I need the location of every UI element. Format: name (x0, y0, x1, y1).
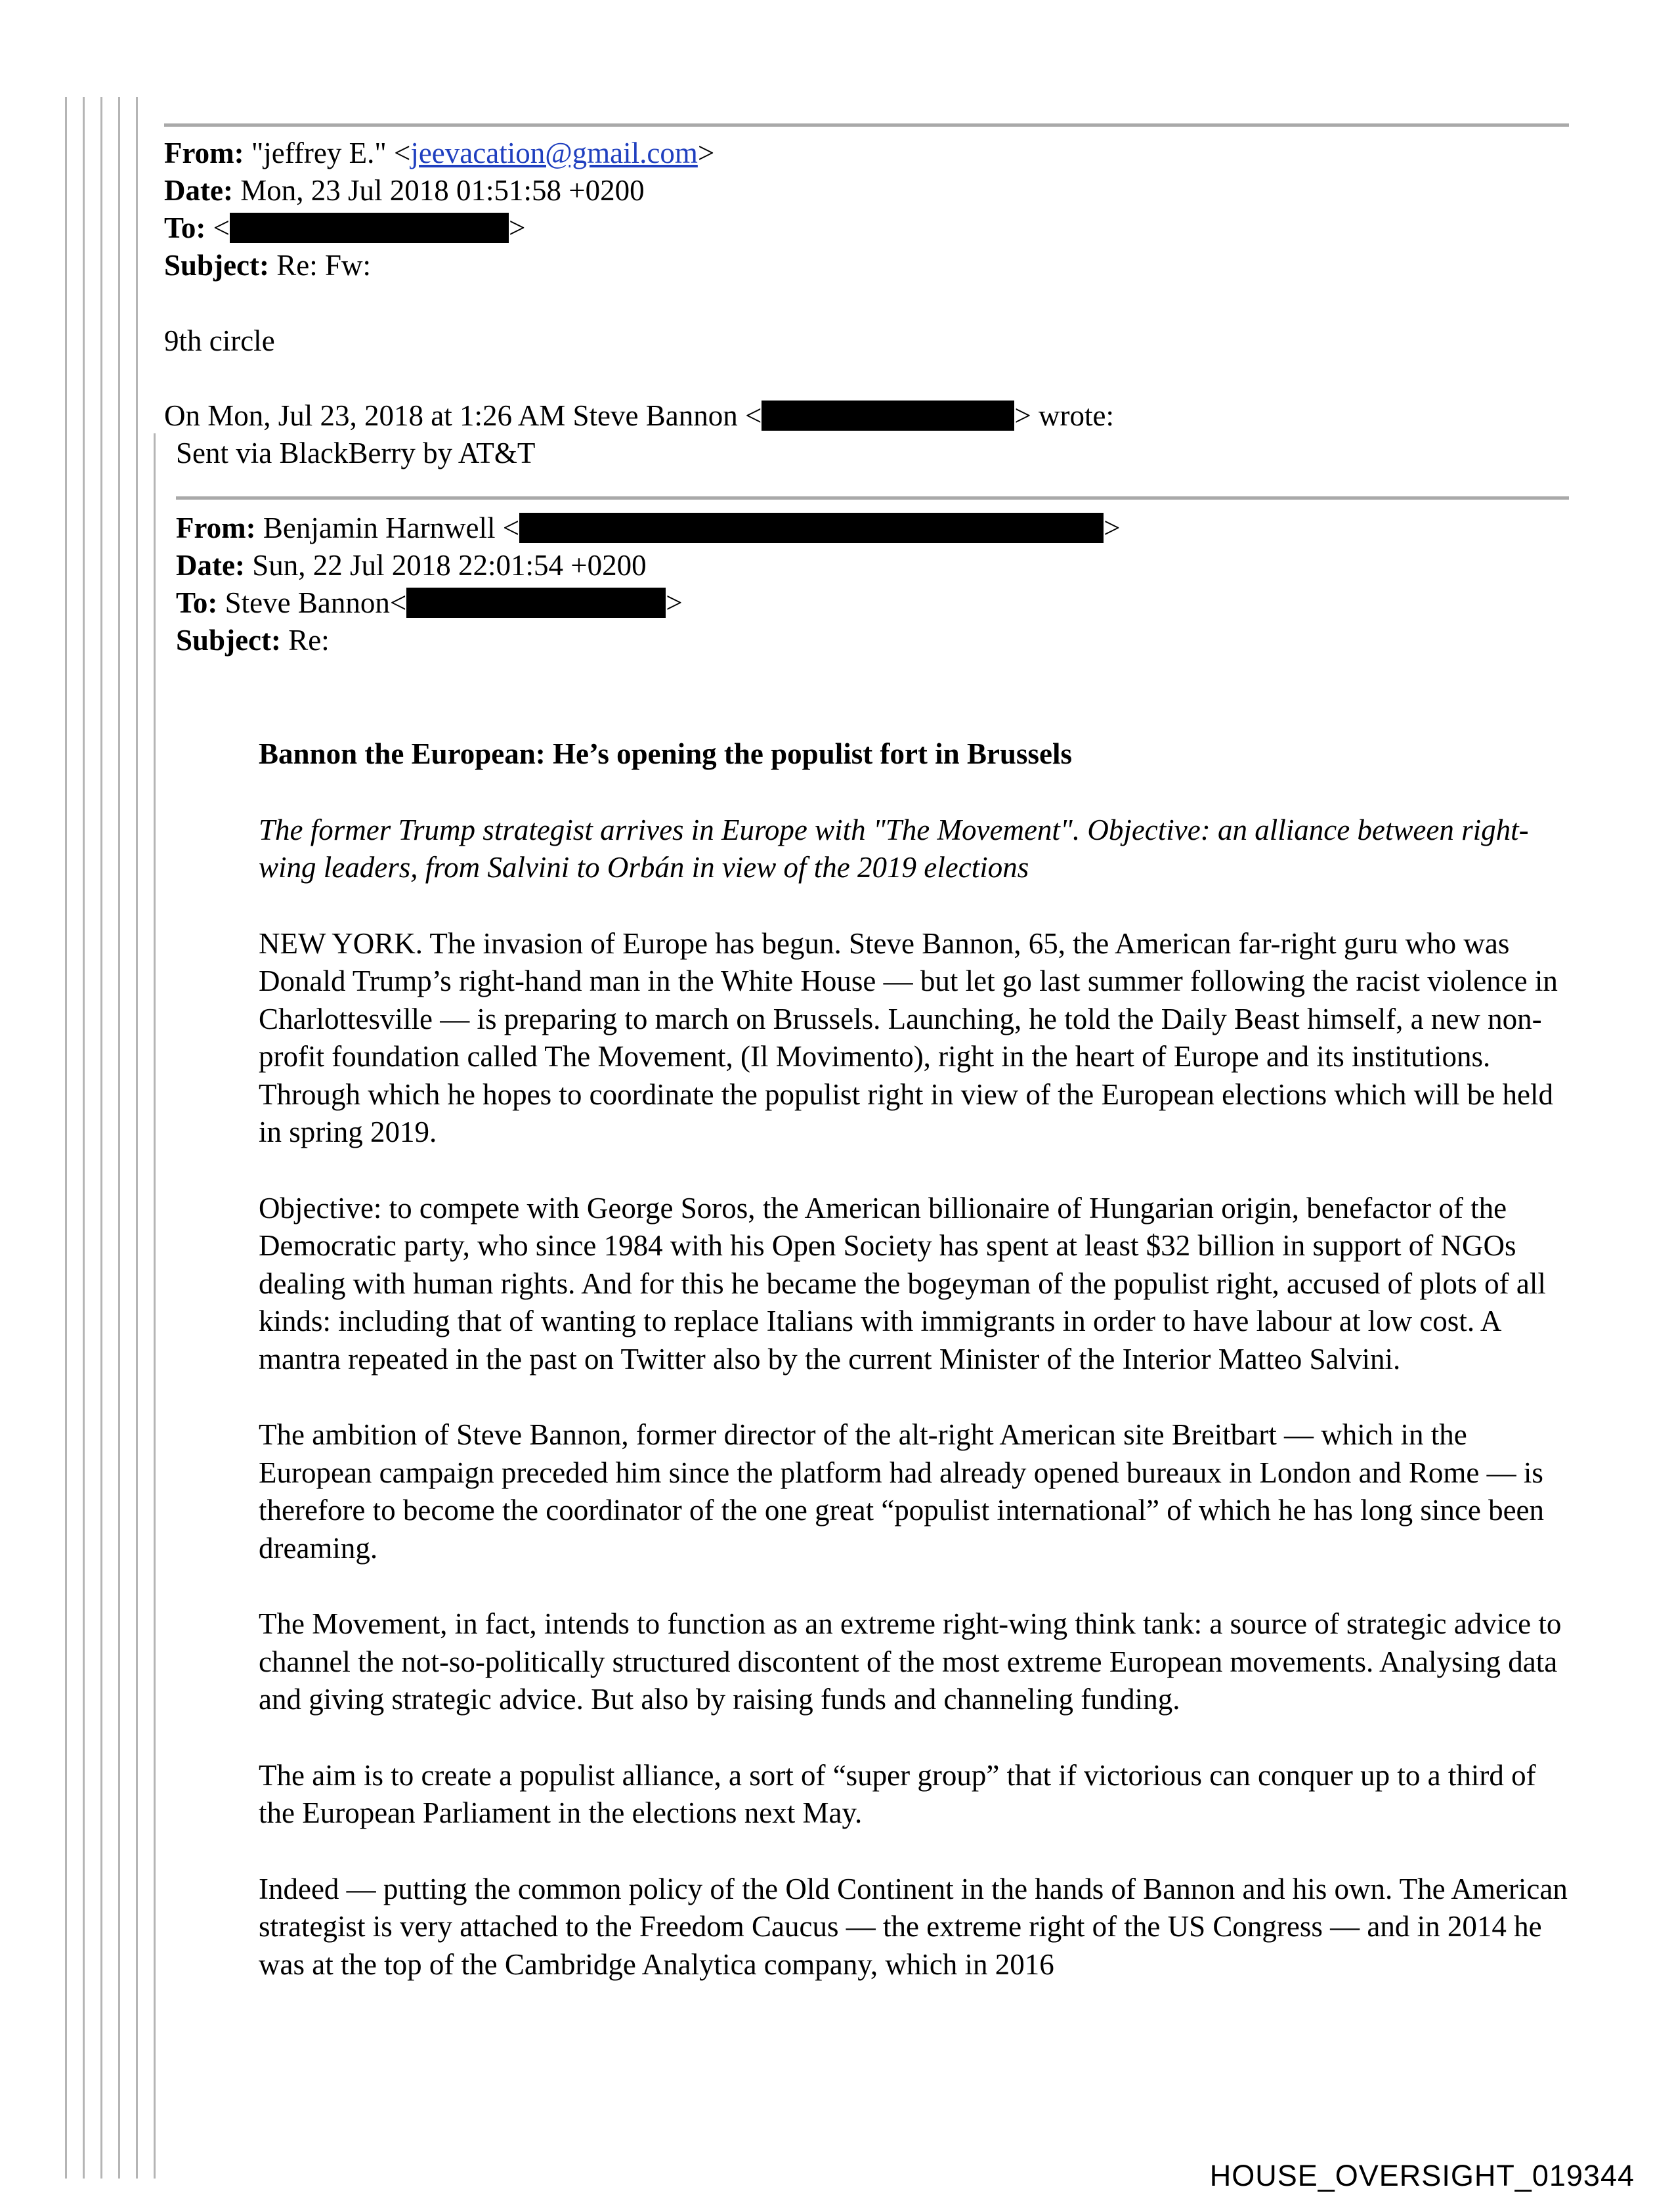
quote-bar-2 (83, 97, 85, 2179)
quote-bar-5 (136, 97, 138, 2179)
quote-intro-suffix: > wrote: (1014, 399, 1114, 432)
outer-date-value: Mon, 23 Jul 2018 01:51:58 +0200 (240, 174, 645, 207)
inner-from-value: Benjamin Harnwell < (263, 511, 520, 544)
outer-from-row (164, 135, 714, 172)
redaction-block (230, 213, 509, 243)
outer-subject-row (164, 247, 714, 284)
outer-to-label: To: (164, 211, 206, 244)
reply-body: 9th circle (164, 324, 275, 357)
quote-intro (164, 397, 1114, 435)
inner-to-value: Steve Bannon< (225, 586, 407, 619)
inner-header-separator (176, 496, 1569, 500)
article-paragraph: NEW YORK. The invasion of Europe has begun. Steve Bannon, 65, the American far-right guru who was Donald Trump’s right-hand man in the White House — but let go last summer following the racist violence in Charlottesville — is preparing to march on Brussels. Launching, he told the Daily Beast himself, a new non-profit foundation called The Movement, (Il Movimento), right in the heart of Europe and its institutions. Through which he hopes to coordinate the populist right in view of the European elections which will be held in spring 2019. (259, 926, 1558, 1148)
inner-to-row (176, 584, 1121, 622)
outer-to-row (164, 209, 714, 247)
article-paragraph: The Movement, in fact, intends to function as an extreme right-wing think tank: a source of strategic advice to channel the not-so-politically structured discontent of the most extreme European movements. Analysing data and giving strategic advice. But also by raising funds and channeling funding. (259, 1607, 1562, 1716)
header-separator (164, 123, 1569, 127)
outer-subject-value: Re: Fw: (276, 249, 372, 282)
inner-date-label: Date: (176, 549, 245, 582)
outer-date-row (164, 172, 714, 209)
inner-from-close: > (1104, 511, 1121, 544)
article-paragraph: The ambition of Steve Bannon, former director of the alt-right American site Breitbart — which in the European campaign preceded him since the platform had already opened bureaux in London and Rome — is therefore to become the coordinator of the one great “populist international” of which he has long since been dreaming. (259, 1418, 1545, 1565)
inner-email-header (176, 510, 1121, 659)
article-subtitle: The former Trump strategist arrives in Europe with "The Movement". Objective: an alliance between right-wing leaders, from Salvini to Orbán in view of the 2019 elections (259, 813, 1529, 884)
outer-date-label: Date: (164, 174, 233, 207)
article-paragraph: The aim is to create a populist alliance, a sort of “super group” that if victorious can conquer up to a third of the European Parliament in the elections next May. (259, 1758, 1536, 1829)
quote-bar-3 (100, 97, 102, 2179)
redaction-block (519, 513, 1104, 543)
redaction-block (406, 588, 666, 618)
outer-from-close: > (697, 137, 715, 169)
inner-from-label: From: (176, 511, 256, 544)
article-headline: Bannon the European: He’s opening the populist fort in Brussels (259, 737, 1072, 770)
quote-bar-1 (65, 97, 67, 2179)
inner-subject-row (176, 622, 1121, 659)
outer-subject-label: Subject: (164, 249, 269, 282)
inner-date-value: Sun, 22 Jul 2018 22:01:54 +0200 (252, 549, 647, 582)
inner-to-close: > (666, 586, 683, 619)
quote-bar-4 (118, 97, 120, 2179)
inner-from-row (176, 510, 1121, 547)
sender-email-link[interactable]: jeevacation@gmail.com (410, 137, 698, 169)
inner-to-label: To: (176, 586, 218, 619)
document-id-footer: HOUSE_OVERSIGHT_019344 (1209, 2159, 1635, 2192)
article-paragraph: Objective: to compete with George Soros, the American billionaire of Hungarian origin, benefactor of the Democratic party, who since 1984 with his Open Society has spent at least $32 billion in support of NGOs dealing with human rights. And for this he became the bogeyman of the populist right, accused of plots of all kinds: including that of wanting to replace Italians with immigrants in order to have labour at low cost. A mantra repeated in the past on Twitter also by the current Minister of the Interior Matteo Salvini. (259, 1191, 1546, 1376)
outer-to-close: > (509, 211, 526, 244)
quote-bar-6 (154, 433, 156, 2179)
outer-from-label: From: (164, 137, 244, 169)
outer-from-name: "jeffrey E." < (251, 137, 411, 169)
sent-via-text: Sent via BlackBerry by AT&T (176, 437, 536, 469)
outer-to-open: < (213, 211, 230, 244)
inner-subject-label: Subject: (176, 624, 281, 657)
quote-intro-prefix: On Mon, Jul 23, 2018 at 1:26 AM Steve Bannon < (164, 399, 762, 432)
redaction-block (762, 401, 1014, 431)
article (259, 735, 1578, 2022)
inner-date-row (176, 547, 1121, 584)
outer-email-header (164, 135, 714, 284)
inner-subject-value: Re: (288, 624, 330, 657)
article-paragraph: Indeed — putting the common policy of the Old Continent in the hands of Bannon and his own. The American strategist is very attached to the Freedom Caucus — the extreme right of the US Congress — and in 2014 he was at the top of the Cambridge Analytica company, which in 2016 (259, 1872, 1568, 1981)
